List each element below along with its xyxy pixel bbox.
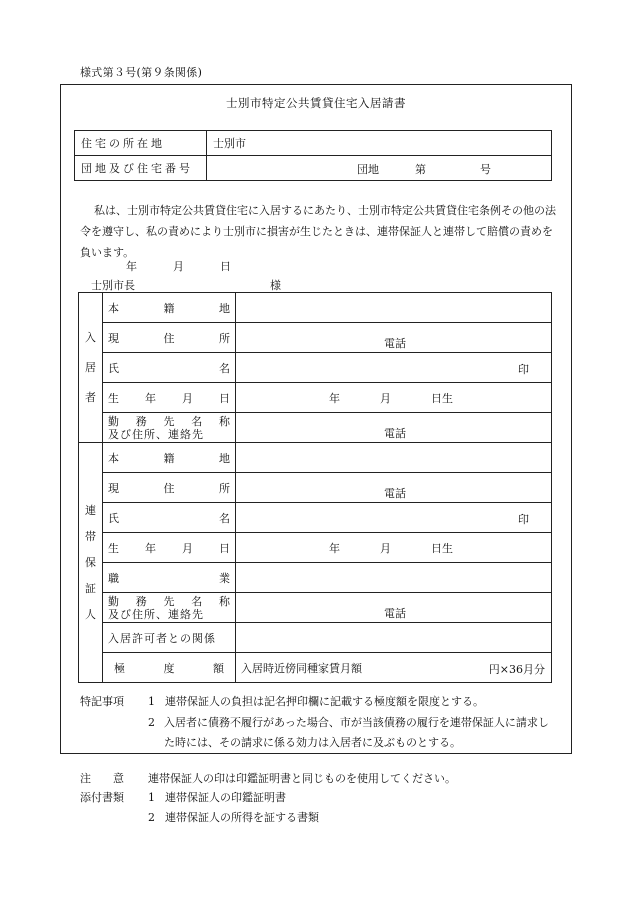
form-number: 様式第３号(第９条関係) (80, 66, 203, 79)
month-text: 月 (173, 260, 184, 273)
house-number-label: 団地及び住宅番号 (75, 156, 207, 181)
tenant-group-char: 者 (85, 390, 96, 404)
guarantor-occupation-label: 職 業 (103, 563, 236, 593)
day-text: 日 (220, 260, 231, 273)
attachments-label: 添付書類 (80, 791, 124, 804)
tenant-birth-field[interactable]: 年 月 日生 (236, 383, 552, 413)
tenant-tel-text: 電話 (384, 337, 406, 350)
tenant-address-field[interactable] (236, 323, 552, 353)
tenant-work-label: 勤 務 先 名 称 及び住所、連絡先 (103, 413, 236, 443)
guarantor-work-field[interactable] (236, 593, 552, 623)
house-number-field[interactable] (207, 156, 552, 181)
guarantor-group-char: 人 (85, 607, 96, 621)
pledge-text: 私は、士別市特定公共賃貸住宅に入居するにあたり、士別市特定公共賃貸住宅条例その他の法令を遵守し、私の責めにより士別市に損害が生じたときは、連帯保証人と連帯して賠償の責めを負います。 (80, 204, 556, 259)
guarantor-honseki-field[interactable] (236, 443, 552, 473)
tenant-birth-label: 生 年 月 日 (103, 383, 236, 413)
tenant-group-char: 居 (85, 360, 96, 374)
caution-text: 連帯保証人の印は印鑑証明書と同じものを使用してください。 (148, 772, 456, 785)
guarantor-limit-field[interactable] (236, 653, 552, 683)
dai-text: 第 (415, 163, 426, 176)
tenant-address-label: 現 住 所 (103, 323, 236, 353)
tenant-work-tel-text: 電話 (384, 427, 406, 440)
date-line[interactable] (126, 258, 251, 274)
applicant-table (78, 292, 552, 683)
address-field[interactable]: 士別市 (207, 131, 552, 156)
guarantor-honseki-label: 本 籍 地 (103, 443, 236, 473)
guarantor-group-char: 証 (85, 581, 96, 595)
special-note-1: 1 連帯保証人の負担は記名押印欄に記載する極度額を限度とする。 (148, 695, 484, 708)
guarantor-work-label: 勤 務 先 名 称 及び住所、連絡先 (103, 593, 236, 623)
attachment-2: 2 連帯保証人の所得を証する書類 (148, 811, 319, 824)
guarantor-group-label (79, 443, 103, 683)
guarantor-name-label: 氏 名 (103, 503, 236, 533)
tenant-honseki-field[interactable] (236, 293, 552, 323)
tenant-seal-text: 印 (518, 363, 529, 376)
guarantor-occupation-field[interactable] (236, 563, 552, 593)
property-table (74, 130, 552, 181)
guarantor-tel-text: 電話 (384, 487, 406, 500)
guarantor-relation-label: 入居許可者との関係 (103, 623, 236, 653)
guarantor-work-tel-text: 電話 (384, 607, 406, 620)
guarantor-birth-label: 生 年 月 日 (103, 533, 236, 563)
go-text: 号 (480, 163, 491, 176)
tenant-name-field[interactable] (236, 353, 552, 383)
limit-value-text: 入居時近傍同種家賃月額 (241, 661, 362, 675)
tenant-honseki-label: 本 籍 地 (103, 293, 236, 323)
tenant-name-label: 氏 名 (103, 353, 236, 383)
guarantor-name-field[interactable] (236, 503, 552, 533)
guarantor-group-char: 連 (85, 503, 96, 517)
guarantor-seal-text: 印 (518, 513, 529, 526)
form-title: 士別市特定公共賃貸住宅入居請書 (226, 96, 406, 110)
danchi-text: 団地 (357, 163, 379, 176)
guarantor-group-char: 帯 (85, 529, 96, 543)
guarantor-relation-field[interactable] (236, 623, 552, 653)
year-text: 年 (126, 260, 137, 273)
attachment-1: 1 連帯保証人の印鑑証明書 (148, 791, 286, 804)
guarantor-limit-label: 極 度 額 (103, 653, 236, 683)
guarantor-address-label: 現 住 所 (103, 473, 236, 503)
special-notes-label: 特記事項 (80, 695, 124, 708)
mayor-text: 士別市長 (91, 279, 135, 292)
sama-text: 様 (270, 279, 281, 292)
tenant-group-char: 入 (85, 330, 96, 344)
address-label: 住宅の所在地 (75, 131, 207, 156)
tenant-group-label (79, 293, 103, 443)
tenant-work-field[interactable] (236, 413, 552, 443)
guarantor-address-field[interactable] (236, 473, 552, 503)
caution-label: 注 意 (80, 772, 124, 785)
limit-unit-text: 円×36月分 (488, 663, 545, 676)
guarantor-group-char: 保 (85, 555, 96, 569)
guarantor-birth-field[interactable]: 年 月 日生 (236, 533, 552, 563)
special-note-2: 2 入居者に債務不履行があった場合、市が当該債務の履行を連帯保証人に請求した時には、その請求に係る効力は入居者に及ぶものとする。 (148, 716, 549, 749)
